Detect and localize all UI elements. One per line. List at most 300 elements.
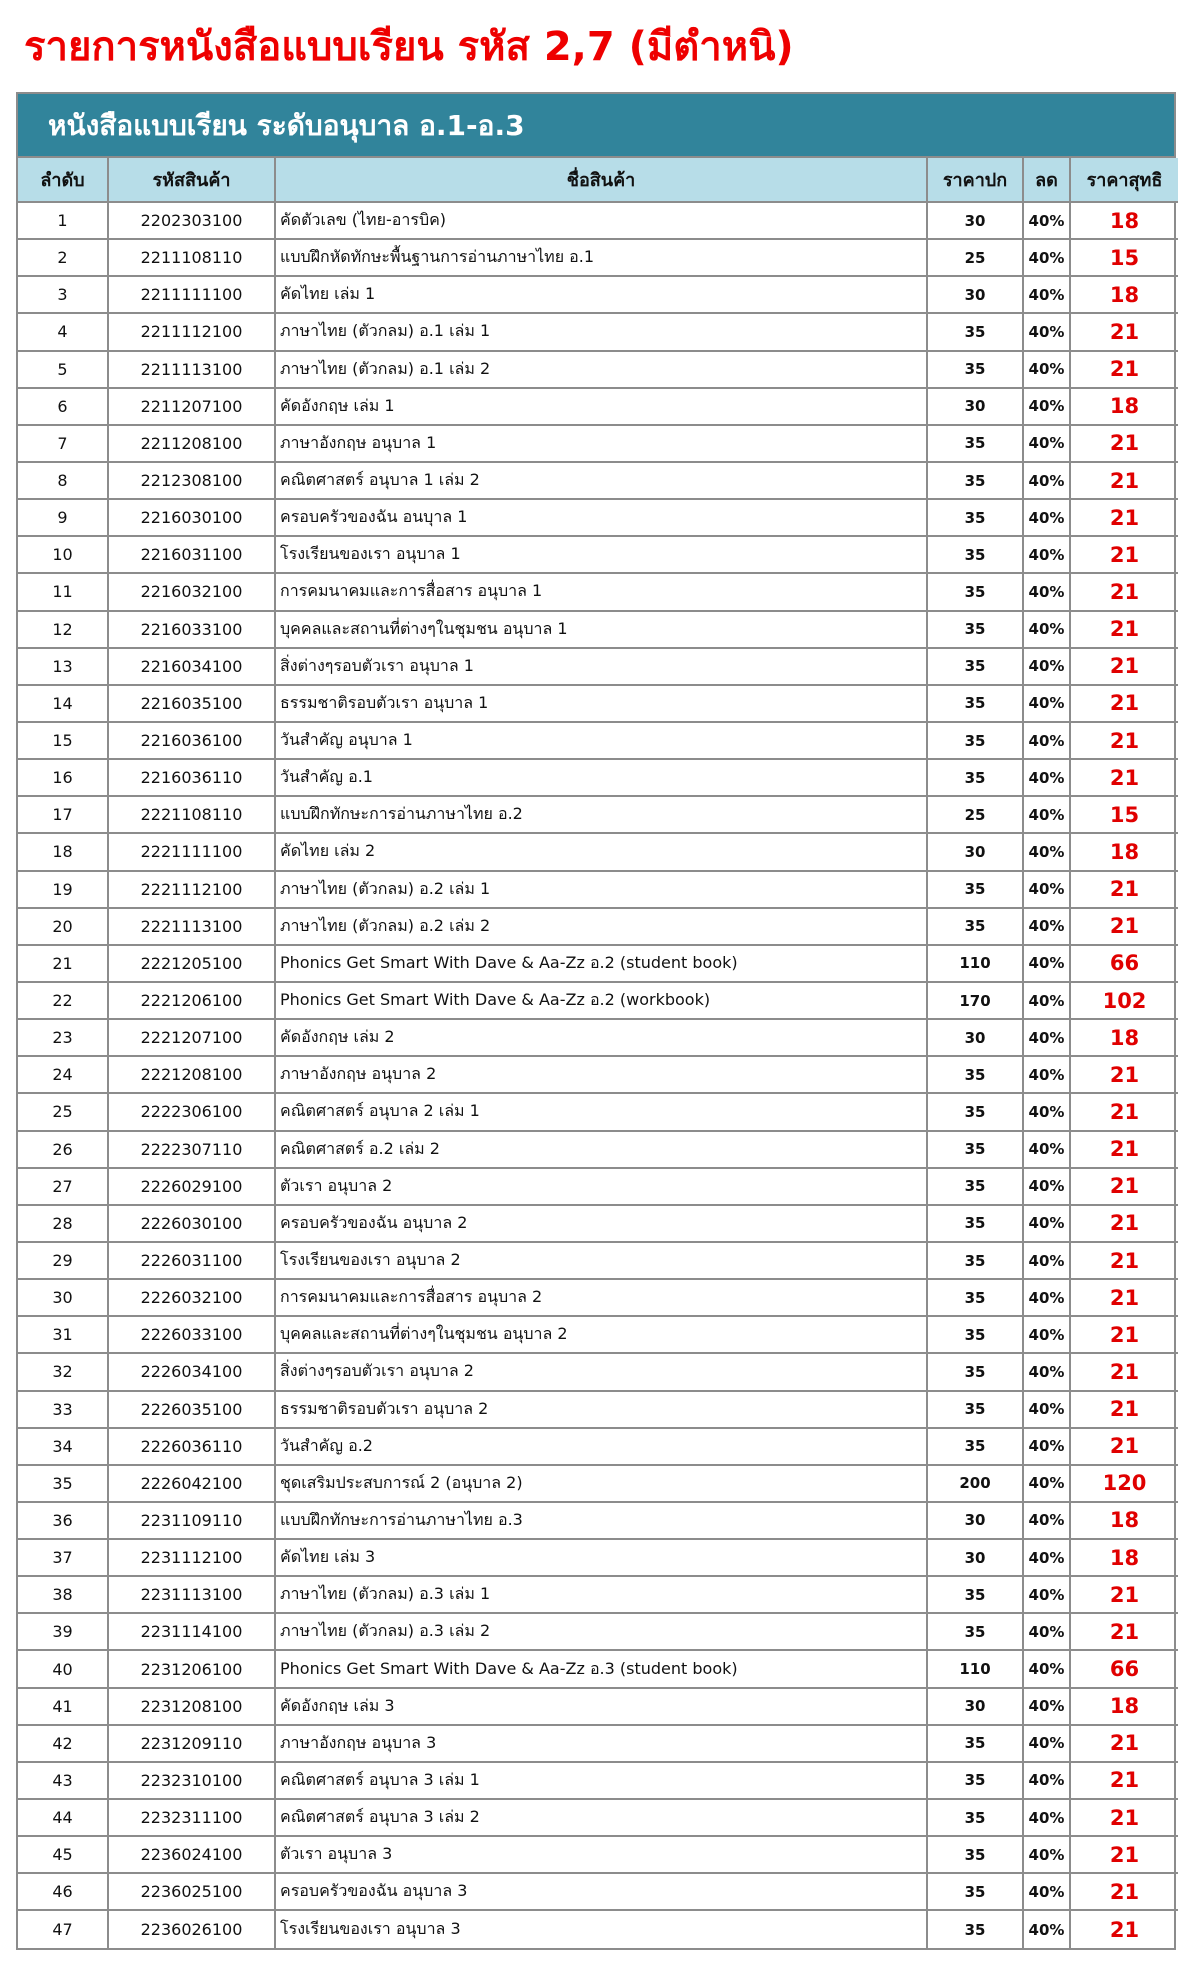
- product-name: คัดอังกฤษ เล่ม 1: [275, 388, 927, 425]
- discount: 40%: [1023, 388, 1070, 425]
- product-code: 2212308100: [108, 462, 275, 499]
- cover-price: 35: [927, 722, 1023, 759]
- discount: 40%: [1023, 1131, 1070, 1168]
- product-name: ภาษาอังกฤษ อนุบาล 1: [275, 425, 927, 462]
- table-row: [18, 1688, 1178, 1725]
- cover-price: 35: [927, 1242, 1023, 1279]
- product-code: 2231206100: [108, 1650, 275, 1687]
- net-price: 21: [1070, 1316, 1178, 1353]
- discount: 40%: [1023, 276, 1070, 313]
- net-price: 21: [1070, 1725, 1178, 1762]
- row-number: 20: [18, 908, 108, 945]
- row-number: 39: [18, 1613, 108, 1650]
- cover-price: 35: [927, 1391, 1023, 1428]
- discount: 40%: [1023, 1316, 1070, 1353]
- cover-price: 35: [927, 611, 1023, 648]
- document-title: รายการหนังสือแบบเรียน รหัส 2,7 (มีตำหนิ): [24, 24, 794, 70]
- product-name: การคมนาคมและการสื่อสาร อนุบาล 2: [275, 1279, 927, 1316]
- row-number: 31: [18, 1316, 108, 1353]
- product-name: ตัวเรา อนุบาล 2: [275, 1168, 927, 1205]
- row-number: 7: [18, 425, 108, 462]
- row-number: 42: [18, 1725, 108, 1762]
- product-code: 2216033100: [108, 611, 275, 648]
- product-name: แบบฝึกทักษะการอ่านภาษาไทย อ.2: [275, 796, 927, 833]
- net-price: 21: [1070, 1093, 1178, 1130]
- discount: 40%: [1023, 1539, 1070, 1576]
- table-row: [18, 685, 1178, 722]
- product-name: ภาษาอังกฤษ อนุบาล 2: [275, 1056, 927, 1093]
- product-name: ภาษาไทย (ตัวกลม) อ.1 เล่ม 1: [275, 313, 927, 350]
- product-code: 2236025100: [108, 1873, 275, 1910]
- table-row: [18, 351, 1178, 388]
- row-number: 41: [18, 1688, 108, 1725]
- table-row: [18, 982, 1178, 1019]
- product-code: 2211113100: [108, 351, 275, 388]
- cover-price: 170: [927, 982, 1023, 1019]
- row-number: 36: [18, 1502, 108, 1539]
- cover-price: 35: [927, 685, 1023, 722]
- table-row: [18, 1019, 1178, 1056]
- discount: 40%: [1023, 796, 1070, 833]
- product-code: 2211112100: [108, 313, 275, 350]
- product-name: ภาษาอังกฤษ อนุบาล 3: [275, 1725, 927, 1762]
- table-row: [18, 536, 1178, 573]
- product-code: 2226035100: [108, 1391, 275, 1428]
- discount: 40%: [1023, 462, 1070, 499]
- product-code: 2226030100: [108, 1205, 275, 1242]
- row-number: 35: [18, 1465, 108, 1502]
- discount: 40%: [1023, 833, 1070, 870]
- product-name: สิ่งต่างๆรอบตัวเรา อนุบาล 1: [275, 648, 927, 685]
- table-row: [18, 499, 1178, 536]
- row-number: 37: [18, 1539, 108, 1576]
- net-price: 18: [1070, 1539, 1178, 1576]
- cover-price: 35: [927, 1279, 1023, 1316]
- net-price: 21: [1070, 1205, 1178, 1242]
- discount: 40%: [1023, 1502, 1070, 1539]
- cover-price: 35: [927, 462, 1023, 499]
- cover-price: 35: [927, 1873, 1023, 1910]
- price-list-sheet: [16, 92, 1176, 1950]
- net-price: 21: [1070, 1910, 1178, 1947]
- cover-price: 30: [927, 276, 1023, 313]
- row-number: 33: [18, 1391, 108, 1428]
- net-price: 66: [1070, 945, 1178, 982]
- cover-price: 35: [927, 1316, 1023, 1353]
- table-row: [18, 1316, 1178, 1353]
- row-number: 47: [18, 1910, 108, 1947]
- net-price: 21: [1070, 1353, 1178, 1390]
- table-row: [18, 945, 1178, 982]
- cover-price: 35: [927, 1205, 1023, 1242]
- cover-price: 35: [927, 1131, 1023, 1168]
- table-row: [18, 871, 1178, 908]
- row-number: 21: [18, 945, 108, 982]
- cover-price: 35: [927, 1576, 1023, 1613]
- product-name: วันสำคัญ อนุบาล 1: [275, 722, 927, 759]
- product-name: คณิตศาสตร์ อ.2 เล่ม 2: [275, 1131, 927, 1168]
- table-row: [18, 1465, 1178, 1502]
- net-price: 21: [1070, 499, 1178, 536]
- table-row: [18, 1539, 1178, 1576]
- cover-price: 35: [927, 1762, 1023, 1799]
- product-name: ตัวเรา อนุบาล 3: [275, 1836, 927, 1873]
- net-price: 21: [1070, 1131, 1178, 1168]
- cover-price: 30: [927, 1688, 1023, 1725]
- net-price: 18: [1070, 202, 1178, 239]
- discount: 40%: [1023, 722, 1070, 759]
- cover-price: 30: [927, 1502, 1023, 1539]
- net-price: 21: [1070, 1836, 1178, 1873]
- table-row: [18, 1205, 1178, 1242]
- discount: 40%: [1023, 1688, 1070, 1725]
- row-number: 14: [18, 685, 108, 722]
- net-price: 15: [1070, 796, 1178, 833]
- discount: 40%: [1023, 1428, 1070, 1465]
- product-name: คณิตศาสตร์ อนุบาล 2 เล่ม 1: [275, 1093, 927, 1130]
- table-row: [18, 1613, 1178, 1650]
- discount: 40%: [1023, 1093, 1070, 1130]
- product-code: 2216031100: [108, 536, 275, 573]
- cover-price: 35: [927, 536, 1023, 573]
- table-row: [18, 1093, 1178, 1130]
- table-row: [18, 908, 1178, 945]
- row-number: 5: [18, 351, 108, 388]
- product-code: 2226042100: [108, 1465, 275, 1502]
- net-price: 21: [1070, 908, 1178, 945]
- cover-price: 35: [927, 1093, 1023, 1130]
- table-row: [18, 1353, 1178, 1390]
- product-code: 2232310100: [108, 1762, 275, 1799]
- discount: 40%: [1023, 1910, 1070, 1947]
- row-number: 46: [18, 1873, 108, 1910]
- net-price: 21: [1070, 313, 1178, 350]
- product-name: ธรรมชาติรอบตัวเรา อนุบาล 1: [275, 685, 927, 722]
- section-title: หนังสือแบบเรียน ระดับอนุบาล อ.1-อ.3: [18, 94, 1174, 158]
- product-code: 2231114100: [108, 1613, 275, 1650]
- product-code: 2221208100: [108, 1056, 275, 1093]
- discount: 40%: [1023, 1056, 1070, 1093]
- discount: 40%: [1023, 945, 1070, 982]
- table-row: [18, 1910, 1178, 1947]
- table-header-row: [18, 158, 1178, 202]
- row-number: 18: [18, 833, 108, 870]
- discount: 40%: [1023, 1576, 1070, 1613]
- row-number: 44: [18, 1799, 108, 1836]
- row-number: 30: [18, 1279, 108, 1316]
- table-row: [18, 833, 1178, 870]
- cover-price: 200: [927, 1465, 1023, 1502]
- net-price: 18: [1070, 1019, 1178, 1056]
- discount: 40%: [1023, 351, 1070, 388]
- product-code: 2231113100: [108, 1576, 275, 1613]
- net-price: 21: [1070, 573, 1178, 610]
- net-price: 18: [1070, 388, 1178, 425]
- cover-price: 35: [927, 1725, 1023, 1762]
- product-name: Phonics Get Smart With Dave & Aa-Zz อ.3 (student book): [275, 1650, 927, 1687]
- discount: 40%: [1023, 1353, 1070, 1390]
- discount: 40%: [1023, 573, 1070, 610]
- discount: 40%: [1023, 611, 1070, 648]
- net-price: 21: [1070, 1576, 1178, 1613]
- product-code: 2221111100: [108, 833, 275, 870]
- product-name: คัดอังกฤษ เล่ม 3: [275, 1688, 927, 1725]
- cover-price: 35: [927, 1056, 1023, 1093]
- product-code: 2211111100: [108, 276, 275, 313]
- product-code: 2222307110: [108, 1131, 275, 1168]
- discount: 40%: [1023, 313, 1070, 350]
- product-code: 2216034100: [108, 648, 275, 685]
- row-number: 25: [18, 1093, 108, 1130]
- product-code: 2226032100: [108, 1279, 275, 1316]
- table-row: [18, 1799, 1178, 1836]
- table-row: [18, 462, 1178, 499]
- row-number: 28: [18, 1205, 108, 1242]
- discount: 40%: [1023, 1242, 1070, 1279]
- table-row: [18, 1576, 1178, 1613]
- discount: 40%: [1023, 871, 1070, 908]
- product-name: คัดตัวเลข (ไทย-อารบิค): [275, 202, 927, 239]
- table-row: [18, 759, 1178, 796]
- table-row: [18, 1056, 1178, 1093]
- discount: 40%: [1023, 1205, 1070, 1242]
- product-name: ภาษาไทย (ตัวกลม) อ.3 เล่ม 1: [275, 1576, 927, 1613]
- product-code: 2236026100: [108, 1910, 275, 1947]
- column-header-cover-price: ราคาปก: [927, 158, 1023, 202]
- product-name: แบบฝึกทักษะการอ่านภาษาไทย อ.3: [275, 1502, 927, 1539]
- net-price: 15: [1070, 239, 1178, 276]
- cover-price: 25: [927, 796, 1023, 833]
- discount: 40%: [1023, 1836, 1070, 1873]
- product-code: 2211207100: [108, 388, 275, 425]
- product-code: 2211108110: [108, 239, 275, 276]
- product-name: การคมนาคมและการสื่อสาร อนุบาล 1: [275, 573, 927, 610]
- net-price: 18: [1070, 833, 1178, 870]
- net-price: 21: [1070, 425, 1178, 462]
- net-price: 21: [1070, 611, 1178, 648]
- product-name: ภาษาไทย (ตัวกลม) อ.2 เล่ม 1: [275, 871, 927, 908]
- discount: 40%: [1023, 202, 1070, 239]
- product-name: แบบฝึกหัดทักษะพื้นฐานการอ่านภาษาไทย อ.1: [275, 239, 927, 276]
- discount: 40%: [1023, 1799, 1070, 1836]
- product-name: บุคคลและสถานที่ต่างๆในชุมชน อนุบาล 2: [275, 1316, 927, 1353]
- product-name: ครอบครัวของฉัน อนุบาล 2: [275, 1205, 927, 1242]
- product-name: โรงเรียนของเรา อนุบาล 2: [275, 1242, 927, 1279]
- row-number: 29: [18, 1242, 108, 1279]
- product-code: 2221207100: [108, 1019, 275, 1056]
- product-code: 2232311100: [108, 1799, 275, 1836]
- product-code: 2221108110: [108, 796, 275, 833]
- net-price: 120: [1070, 1465, 1178, 1502]
- discount: 40%: [1023, 685, 1070, 722]
- cover-price: 35: [927, 648, 1023, 685]
- product-code: 2226036110: [108, 1428, 275, 1465]
- net-price: 21: [1070, 1762, 1178, 1799]
- discount: 40%: [1023, 908, 1070, 945]
- row-number: 19: [18, 871, 108, 908]
- row-number: 1: [18, 202, 108, 239]
- product-name: ภาษาไทย (ตัวกลม) อ.3 เล่ม 2: [275, 1613, 927, 1650]
- discount: 40%: [1023, 1019, 1070, 1056]
- table-row: [18, 611, 1178, 648]
- net-price: 21: [1070, 1428, 1178, 1465]
- net-price: 21: [1070, 1391, 1178, 1428]
- table-row: [18, 1502, 1178, 1539]
- net-price: 21: [1070, 462, 1178, 499]
- product-name: ชุดเสริมประสบการณ์ 2 (อนุบาล 2): [275, 1465, 927, 1502]
- row-number: 43: [18, 1762, 108, 1799]
- net-price: 18: [1070, 1502, 1178, 1539]
- row-number: 10: [18, 536, 108, 573]
- table-row: [18, 1242, 1178, 1279]
- product-code: 2226029100: [108, 1168, 275, 1205]
- row-number: 11: [18, 573, 108, 610]
- product-name: ภาษาไทย (ตัวกลม) อ.1 เล่ม 2: [275, 351, 927, 388]
- discount: 40%: [1023, 1279, 1070, 1316]
- discount: 40%: [1023, 536, 1070, 573]
- product-code: 2222306100: [108, 1093, 275, 1130]
- table-row: [18, 425, 1178, 462]
- discount: 40%: [1023, 1391, 1070, 1428]
- discount: 40%: [1023, 1650, 1070, 1687]
- discount: 40%: [1023, 1873, 1070, 1910]
- product-code: 2216030100: [108, 499, 275, 536]
- row-number: 23: [18, 1019, 108, 1056]
- row-number: 8: [18, 462, 108, 499]
- table-row: [18, 388, 1178, 425]
- product-code: 2226034100: [108, 1353, 275, 1390]
- discount: 40%: [1023, 1725, 1070, 1762]
- product-code: 2202303100: [108, 202, 275, 239]
- product-name: Phonics Get Smart With Dave & Aa-Zz อ.2 (student book): [275, 945, 927, 982]
- cover-price: 30: [927, 202, 1023, 239]
- table-row: [18, 573, 1178, 610]
- cover-price: 30: [927, 833, 1023, 870]
- cover-price: 35: [927, 908, 1023, 945]
- book-price-table: [18, 158, 1178, 1948]
- net-price: 66: [1070, 1650, 1178, 1687]
- table-row: [18, 1168, 1178, 1205]
- product-name: สิ่งต่างๆรอบตัวเรา อนุบาล 2: [275, 1353, 927, 1390]
- discount: 40%: [1023, 759, 1070, 796]
- row-number: 34: [18, 1428, 108, 1465]
- row-number: 24: [18, 1056, 108, 1093]
- table-row: [18, 796, 1178, 833]
- net-price: 21: [1070, 1168, 1178, 1205]
- net-price: 18: [1070, 1688, 1178, 1725]
- product-name: คัดไทย เล่ม 1: [275, 276, 927, 313]
- product-code: 2216036100: [108, 722, 275, 759]
- discount: 40%: [1023, 1465, 1070, 1502]
- product-name: วันสำคัญ อ.2: [275, 1428, 927, 1465]
- net-price: 21: [1070, 1799, 1178, 1836]
- net-price: 18: [1070, 276, 1178, 313]
- cover-price: 35: [927, 1168, 1023, 1205]
- product-code: 2216035100: [108, 685, 275, 722]
- table-row: [18, 276, 1178, 313]
- table-row: [18, 1873, 1178, 1910]
- row-number: 38: [18, 1576, 108, 1613]
- cover-price: 35: [927, 1613, 1023, 1650]
- discount: 40%: [1023, 1613, 1070, 1650]
- cover-price: 35: [927, 499, 1023, 536]
- table-row: [18, 1650, 1178, 1687]
- table-row: [18, 239, 1178, 276]
- cover-price: 35: [927, 1353, 1023, 1390]
- net-price: 21: [1070, 1056, 1178, 1093]
- row-number: 22: [18, 982, 108, 1019]
- row-number: 3: [18, 276, 108, 313]
- cover-price: 35: [927, 871, 1023, 908]
- cover-price: 35: [927, 351, 1023, 388]
- product-name: คณิตศาสตร์ อนุบาล 3 เล่ม 1: [275, 1762, 927, 1799]
- table-row: [18, 1279, 1178, 1316]
- product-code: 2221113100: [108, 908, 275, 945]
- net-price: 21: [1070, 536, 1178, 573]
- product-code: 2231209110: [108, 1725, 275, 1762]
- cover-price: 35: [927, 759, 1023, 796]
- product-code: 2231208100: [108, 1688, 275, 1725]
- product-name: คัดไทย เล่ม 3: [275, 1539, 927, 1576]
- row-number: 2: [18, 239, 108, 276]
- product-name: โรงเรียนของเรา อนุบาล 1: [275, 536, 927, 573]
- product-name: Phonics Get Smart With Dave & Aa-Zz อ.2 (workbook): [275, 982, 927, 1019]
- net-price: 21: [1070, 1613, 1178, 1650]
- cover-price: 30: [927, 1019, 1023, 1056]
- row-number: 13: [18, 648, 108, 685]
- product-code: 2226031100: [108, 1242, 275, 1279]
- product-code: 2221112100: [108, 871, 275, 908]
- row-number: 26: [18, 1131, 108, 1168]
- cover-price: 30: [927, 1539, 1023, 1576]
- cover-price: 35: [927, 1799, 1023, 1836]
- product-code: 2211208100: [108, 425, 275, 462]
- table-row: [18, 1391, 1178, 1428]
- net-price: 21: [1070, 1242, 1178, 1279]
- net-price: 21: [1070, 685, 1178, 722]
- row-number: 32: [18, 1353, 108, 1390]
- cover-price: 35: [927, 425, 1023, 462]
- product-name: ภาษาไทย (ตัวกลม) อ.2 เล่ม 2: [275, 908, 927, 945]
- product-name: คณิตศาสตร์ อนุบาล 1 เล่ม 2: [275, 462, 927, 499]
- column-header-name: ชื่อสินค้า: [275, 158, 927, 202]
- product-name: ครอบครัวของฉัน อนบุาล 1: [275, 499, 927, 536]
- cover-price: 30: [927, 388, 1023, 425]
- discount: 40%: [1023, 982, 1070, 1019]
- table-row: [18, 1836, 1178, 1873]
- net-price: 21: [1070, 351, 1178, 388]
- product-code: 2221205100: [108, 945, 275, 982]
- table-row: [18, 1725, 1178, 1762]
- discount: 40%: [1023, 499, 1070, 536]
- product-code: 2226033100: [108, 1316, 275, 1353]
- product-name: คณิตศาสตร์ อนุบาล 3 เล่ม 2: [275, 1799, 927, 1836]
- cover-price: 35: [927, 1910, 1023, 1947]
- cover-price: 110: [927, 945, 1023, 982]
- net-price: 21: [1070, 759, 1178, 796]
- row-number: 17: [18, 796, 108, 833]
- net-price: 21: [1070, 722, 1178, 759]
- row-number: 16: [18, 759, 108, 796]
- table-row: [18, 313, 1178, 350]
- table-row: [18, 1428, 1178, 1465]
- cover-price: 35: [927, 1836, 1023, 1873]
- row-number: 6: [18, 388, 108, 425]
- cover-price: 35: [927, 573, 1023, 610]
- net-price: 21: [1070, 871, 1178, 908]
- product-name: คัดไทย เล่ม 2: [275, 833, 927, 870]
- discount: 40%: [1023, 1762, 1070, 1799]
